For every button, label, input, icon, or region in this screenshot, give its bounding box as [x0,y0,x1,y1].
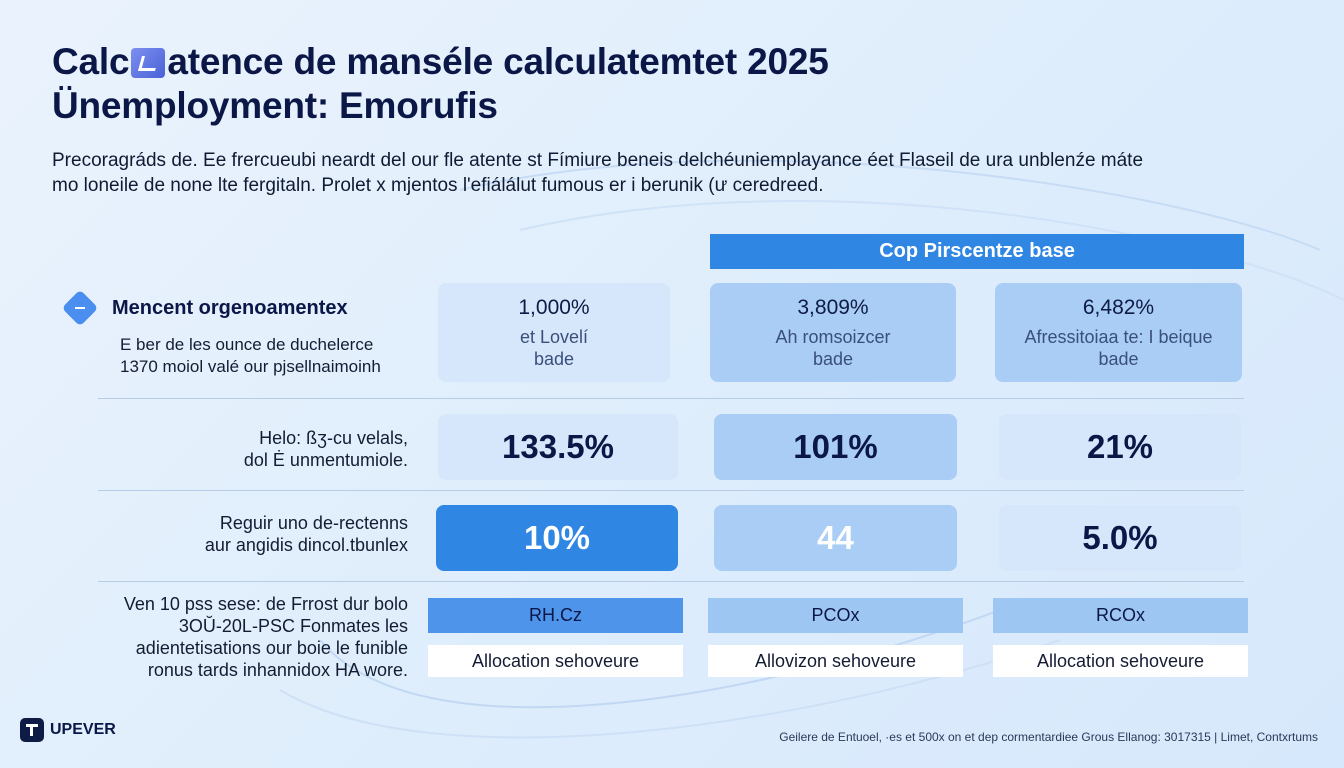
row-head-title: Mencent orgenoamentex [112,297,348,319]
row-divider [98,581,1244,582]
head-cell-sub: Ah romsoizcer [775,326,891,347]
row2-cell-3 [999,414,1241,480]
row-label-3 [205,512,408,556]
tag-rhcz: RH.Cz [428,598,683,633]
column-header: Cop Pirscentze base [710,234,1244,269]
row-divider [98,398,1244,399]
title-part-b: atence de manséle calculatemtet 2025 [167,41,829,82]
row2-cell-2 [714,414,957,480]
row2-value: 101% [793,428,878,465]
allocation-label-3: Allocation sehoveure [993,645,1248,677]
row-label-line: 3OŬ-20L-PSC Fonmates les [178,616,408,636]
tag-rcox: RCOx [993,598,1248,633]
title-part-a: Calc [52,41,130,82]
head-cell-1 [438,283,670,382]
head-cell-2 [710,283,956,382]
row3-value: 5.0% [1082,519,1158,556]
intro-paragraph: Precoragráds de. Ee frercueubi neardt del our fle atente st Fímiure beneis delchéuniemplayance éet Flaseil de ura unblenźe máte mo loneile de none lte fergitaln. Prolet x mjentos l'efiálálut fumous er i berunik (ư ceredreed. [52,150,1144,196]
row-label-line: Ven 10 pss sese: de Frrost dur bolo [123,594,408,614]
row-label-line: aur angidis dincol.tbunlex [204,535,408,555]
row-label-line: Reguir uno de-rectenns [219,513,408,533]
row-head-subtitle-line: 1370 moiol valé our pjsellnaimoinh [120,357,381,376]
row-label-2 [244,427,408,471]
head-cell-sub: bade [812,348,854,369]
footer-note: Geilere de Entuoel, ·es et 500x on et dep cormentardiee Grous Ellanog: 3017315 | Limet, Contxrtums [779,730,1318,744]
allocation-label-1: Allocation sehoveure [428,645,683,677]
brand-mark-icon [20,718,44,742]
row-head-subtitle-line: E ber de les ounce de duchelerce [120,335,374,354]
brand-name: UPEVER [50,721,116,738]
row2-value: 21% [1086,428,1154,465]
row-label-4 [124,593,408,681]
row3-cell-3 [999,505,1241,571]
head-cell-sub: et Lovelí [519,326,589,347]
row3-cell-2 [714,505,957,571]
head-cell-sub: Afressitoiaa te: I beique [1024,326,1213,347]
head-cell-value: 3,809% [797,295,869,319]
allocation-label-2: Allovizon sehoveure [708,645,963,677]
row-label-head [62,290,381,378]
row-label-line: Helo: ßʒ-cu velals, [259,428,408,448]
row-label-line: dol Ė unmentumiole. [243,450,408,470]
check-badge-icon [131,48,165,78]
row3-value: 10% [523,519,591,556]
minus-diamond-icon [62,290,98,326]
row-head-subtitle [62,334,381,378]
row2-value: 133.5% [502,428,614,465]
head-cell-value: 1,000% [518,295,590,319]
row-head-title-wrap [62,290,381,326]
title-line-1 [52,40,829,84]
head-cell-sub: bade [533,348,575,369]
row-divider [98,490,1244,491]
brand-logo [20,718,116,742]
title-line-2: Ünemployment: Emorufis [52,85,498,126]
head-cell-3 [995,283,1242,382]
head-cell-sub: bade [1098,348,1139,369]
row3-cell-1 [436,505,678,571]
head-cell-value: 6,482% [1082,295,1155,319]
tag-pcox: PCOx [708,598,963,633]
row-label-line: ronus tards inhannidox HA wore. [147,660,408,680]
row3-value: 44 [817,519,854,556]
page-title [52,40,829,128]
row-label-line: adientetisations our boie le funible [135,638,408,658]
row2-cell-1 [438,414,678,480]
